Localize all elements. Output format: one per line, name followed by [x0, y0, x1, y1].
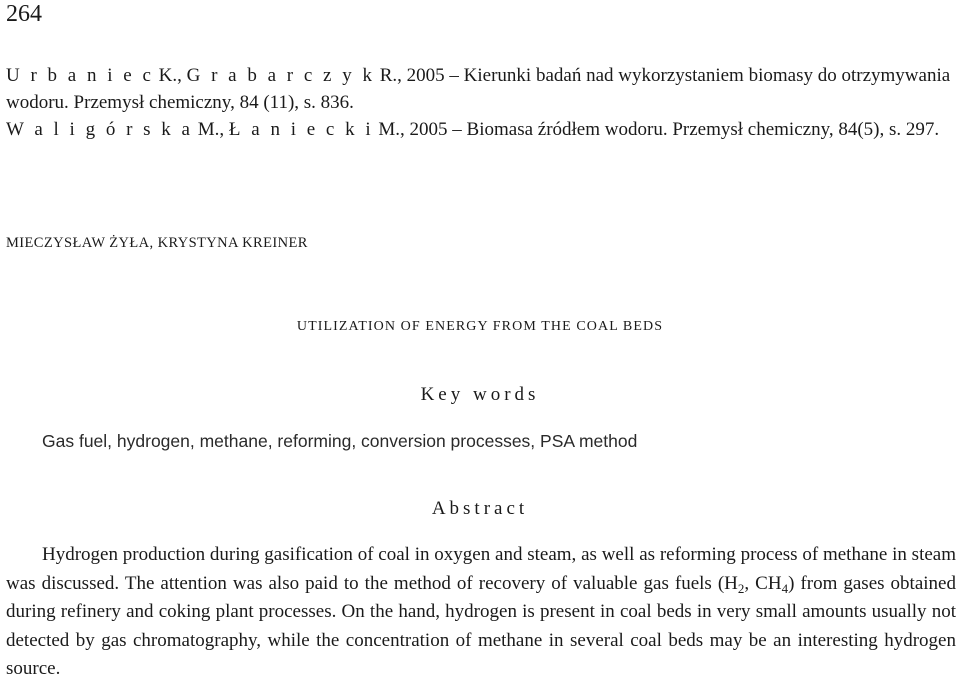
article-title: UTILIZATION OF ENERGY FROM THE COAL BEDS: [296, 319, 664, 334]
reference-author-initial: R.,: [374, 65, 402, 86]
reference-item: [6, 62, 956, 116]
subscript: 4: [781, 580, 789, 596]
reference-author: G r a b a r c z y k: [186, 65, 375, 86]
subscript: 2: [737, 580, 745, 596]
reference-author: W a l i g ó r s k a: [6, 119, 193, 140]
reference-author-initial: K.,: [153, 65, 187, 86]
abstract-text-part: Hydrogen production during gasification of coal in oxygen and steam, as well as reforming process of methane in steam was discussed. The attention was also paid to the method of recovery of valuable gas fuels (H: [6, 544, 956, 594]
reference-text-continued: wodoru. Przemysł chemiczny, 84 (11), s. 836.: [6, 92, 354, 113]
reference-text: 2005 – Biomasa źródłem wodoru. Przemysł chemiczny, 84(5), s. 297.: [404, 119, 940, 140]
abstract-text: [6, 541, 956, 684]
reference-text: 2005 – Kierunki badań nad wykorzystaniem biomasy do otrzymywania: [401, 65, 951, 86]
abstract-heading: Abstract: [431, 498, 529, 519]
abstract-text-part: , CH: [744, 572, 782, 594]
article-authors: MIECZYSŁAW ŻYŁA, KRYSTYNA KREINER: [6, 235, 308, 251]
page-number: 264: [6, 1, 42, 27]
reference-author-initial: M.,: [373, 119, 405, 140]
keywords-text: Gas fuel, hydrogen, methane, reforming, conversion processes, PSA method: [42, 431, 638, 451]
reference-item: [6, 116, 956, 143]
reference-author-initial: M.,: [193, 119, 229, 140]
reference-list: [6, 62, 956, 143]
keywords-heading: Key words: [420, 384, 540, 405]
reference-author: U r b a n i e c: [6, 65, 154, 86]
reference-author: Ł a n i e c k i: [228, 119, 374, 140]
abstract-text-part: ) from gases obtained during refinery and coking plant processes. On the hand, hydrogen is present in coal beds in very small amounts usually not detected by gas chromatography, while the concentration of methane in several coal beds may be an interesting hydrogen source.: [6, 572, 956, 679]
